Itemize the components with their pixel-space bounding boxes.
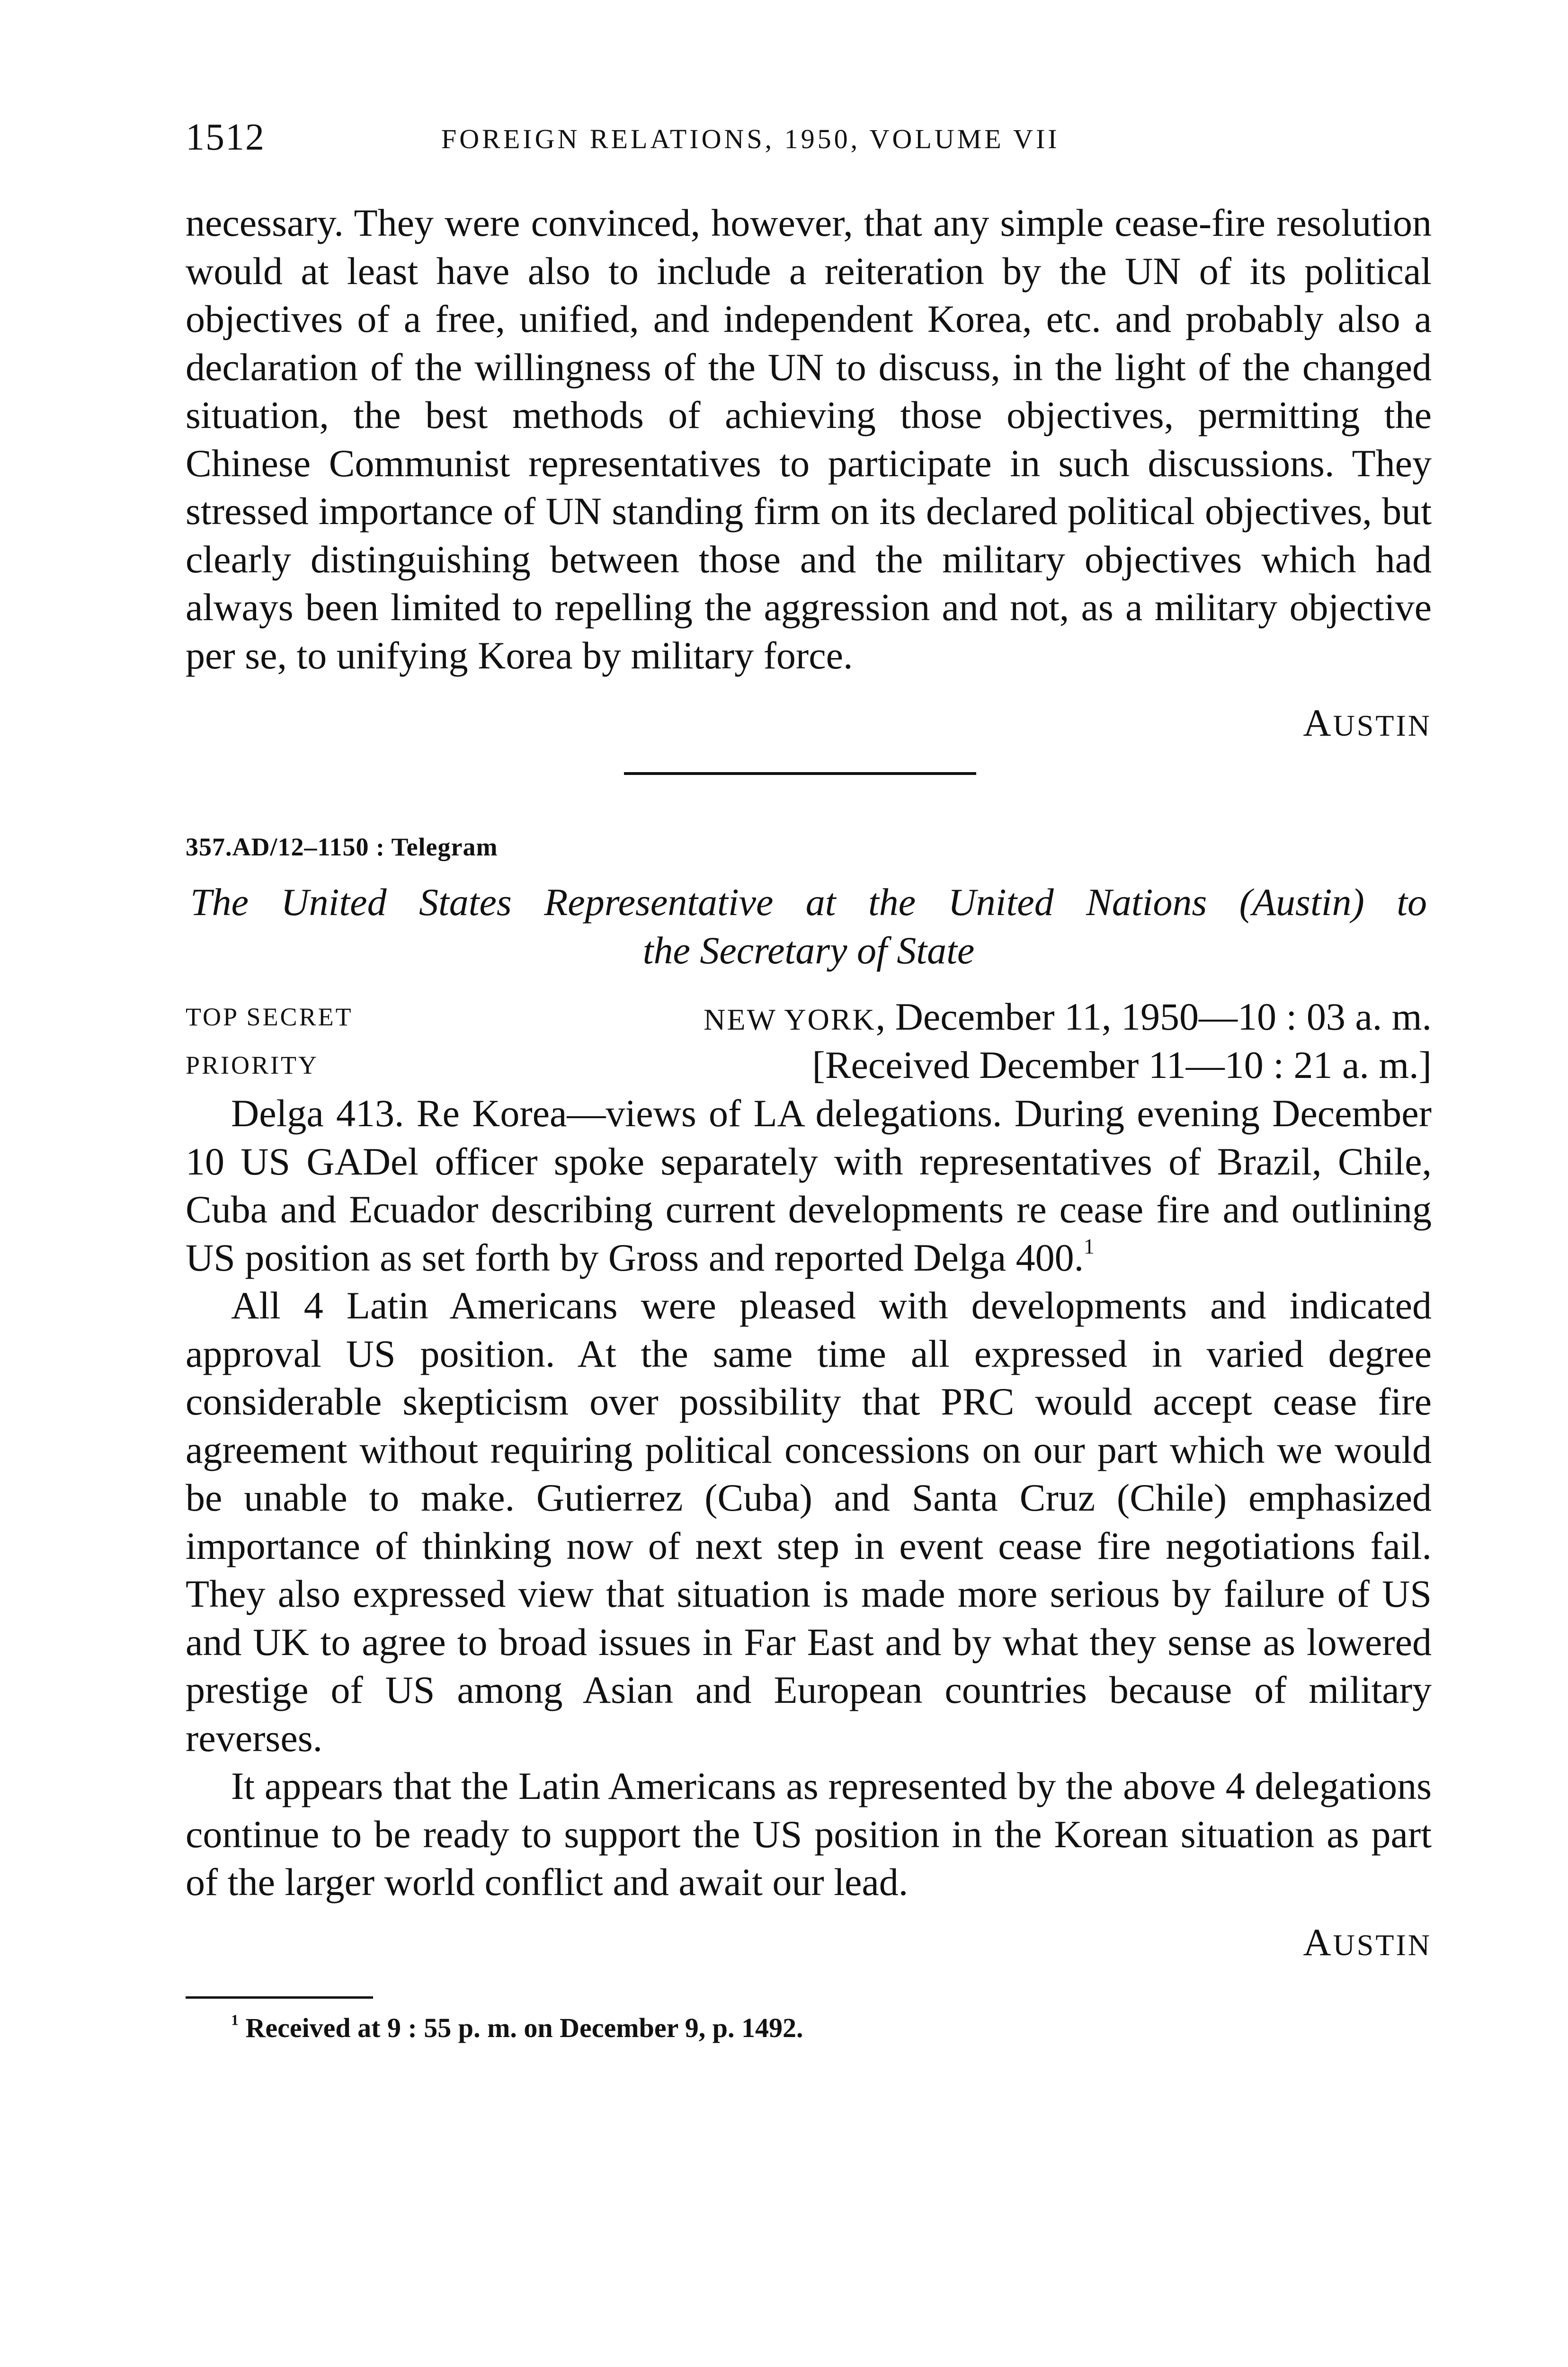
previous-document-paragraph: necessary. They were convinced, however, that any simple cease-fire resolution would at least have also to include a reiteration by the UN of its political objectives of a free, unified, and independent Korea, etc. and probably also a declaration of the willingness of the UN to discuss, in the light of the changed situation, the best methods of achieving those objectives, permitting the Chinese Communist representatives to participate in such discussions. They stressed importance of UN standing firm on its declared political objectives, but clearly distinguishing between those and the military objectives which had always been limited to repelling the aggression and not, as a military objective per se, to unifying Korea by military force. <box>186 201 1432 677</box>
metadata-row-classification <box>186 993 1432 1041</box>
footnote-marker: 1 <box>231 2011 239 2028</box>
page-header <box>186 114 1431 166</box>
document-signature: AUSTIN <box>1303 1920 1432 1964</box>
telegram-paragraph-3: It appears that the Latin Americans as represented by the above 4 delegations continue to be ready to support the US position in the Korean situation as part of the larger world conflict and await our lead. <box>186 1764 1432 1904</box>
telegram-paragraph-2: All 4 Latin Americans were pleased with developments and indicated approval US position. At the same time all expressed in varied degree considerable skepticism over possibility that PRC would accept cease fire agreement without requiring political concessions on our part which we would be unable to make. Gutierrez (Cuba) and Santa Cruz (Chile) emphasized importance of thinking now of next step in event cease fire negotiations fail. They also expressed view that situation is made more serious by failure of US and UK to agree to broad issues in Far East and by what they sense as lowered prestige of US among Asian and European countries because of military reverses. <box>186 1284 1432 1760</box>
file-reference: 357.AD/12–1150 : Telegram <box>186 833 498 861</box>
document-title-line-2: the Secretary of State <box>642 929 975 972</box>
received-line: [Received December 11—10 : 21 a. m.] <box>812 1043 1432 1086</box>
footnote-reference: 1 <box>1084 1234 1095 1258</box>
running-head: FOREIGN RELATIONS, 1950, VOLUME VII <box>441 124 1060 154</box>
classification-label: TOP SECRET <box>186 1003 353 1031</box>
dateline-place: NEW YORK <box>704 1003 876 1036</box>
document-separator-rule <box>624 772 976 775</box>
telegram-paragraph-1-text: Delga 413. Re Korea—views of LA delegations. During evening December 10 US GADel officer spoke separately with representatives of Brazil, Chile, Cuba and Ecuador describing current developments re cease fire and outlining US position as set forth by Gross and reported Delga 400. <box>186 1092 1432 1279</box>
document-title-line-1: The United States Representative at the United Nations (Austin) to <box>190 881 1427 924</box>
telegram-body <box>186 1089 1432 1906</box>
dateline <box>704 993 1432 1044</box>
telegram-paragraph-1 <box>186 1089 1432 1281</box>
metadata-row-priority <box>186 1041 1432 1089</box>
telegram-metadata <box>186 993 1432 1089</box>
page-number: 1512 <box>186 116 265 158</box>
document-title <box>186 878 1432 975</box>
footnote <box>186 2009 1432 2047</box>
footnote-rule <box>186 1996 373 1999</box>
previous-document-signature: AUSTIN <box>1303 701 1432 744</box>
dateline-sent: , December 11, 1950—10 : 03 a. m. <box>875 995 1432 1038</box>
footnote-text: Received at 9 : 55 p. m. on December 9, p. 1492. <box>245 2012 803 2043</box>
page-body <box>186 199 1432 2047</box>
priority-label: PRIORITY <box>186 1051 319 1079</box>
